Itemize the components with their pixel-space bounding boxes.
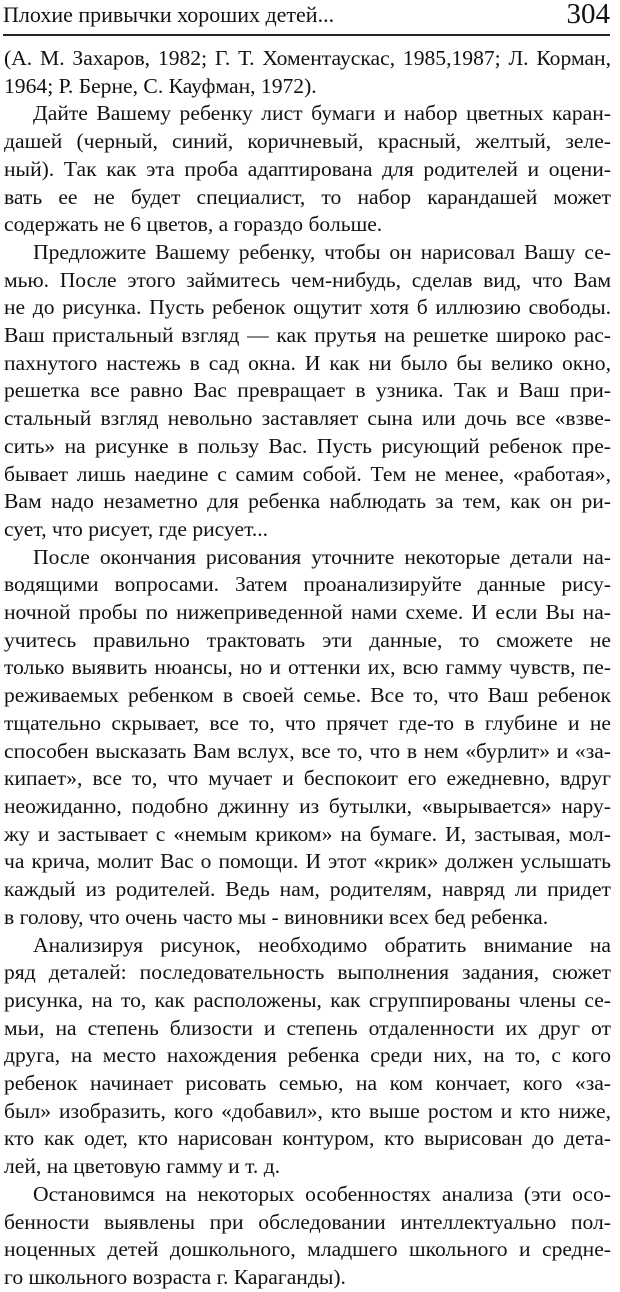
text-line: не до рисунка. Пусть ребенок ощутит хотя б иллюзию свободы.: [4, 295, 611, 320]
text-line: го школьного возраста г. Караганды).: [4, 1264, 346, 1289]
text-line: мьи, на степень близости и степень отдаленности их друг от: [4, 1015, 611, 1040]
text-line: стальный взгляд невольно заставляет сына или дочь все «взве-: [4, 406, 611, 431]
text-line: водящими вопросами. Затем проанализируйте данные рису-: [4, 572, 611, 597]
text-line: ный). Так как эта проба адаптирована для родителей и оцени-: [4, 156, 611, 181]
header-rule: [3, 34, 610, 36]
paragraph-drawing: [4, 239, 611, 544]
paragraph-instructions: [4, 100, 611, 239]
text-line: (А. М. Захаров, 1982; Г. Т. Хоментаускас, 1985,1987; Л. Корман,: [4, 46, 611, 70]
text-line: лей, на цветовую гамму и т. д.: [4, 1154, 281, 1179]
paragraph-citations: [4, 45, 611, 100]
text-line: сует, что рисует, где рисует...: [4, 516, 269, 541]
text-line: жу и застывает с «немым криком» на бумаге. И, застывая, мол-: [4, 821, 611, 846]
text-line: Остановимся на некоторых особенностях анализа (эти осо-: [33, 1181, 611, 1206]
paragraph-analysis-questions: [4, 544, 611, 932]
text-line: решетка все равно Вас превращает в узника. Так и Ваш при-: [4, 378, 611, 403]
text-line: содержать не 6 цветов, а гораздо больше.: [4, 212, 383, 237]
text-line: кто как одет, кто нарисован контуром, кто вырисован до дета-: [4, 1126, 611, 1151]
running-title: Плохие привычки хороших детей...: [3, 2, 335, 27]
text-line: вать ее не будет специалист, то набор карандашей может: [4, 184, 611, 209]
text-line: пахнутого настежь в сад окна. И как ни было бы велико окно,: [4, 350, 611, 375]
text-line: ноценных детей дошкольного, младшего школьного и средне-: [4, 1237, 611, 1262]
text-line: Дайте Вашему ребенку лист бумаги и набор цветных каран-: [33, 101, 611, 126]
text-line: После окончания рисования уточните некоторые детали на-: [33, 544, 611, 569]
text-line: Анализируя рисунок, необходимо обратить внимание на: [33, 932, 611, 957]
text-line: Вам надо незаметно для ребенка наблюдать за тем, как он ри-: [4, 489, 611, 514]
text-line: учитесь правильно трактовать эти данные, то сможете не: [4, 627, 611, 652]
text-line: бенности выявлены при обследовании интеллектуально пол-: [4, 1209, 611, 1234]
text-line: бывает лишь наедине с самим собой. Тем не менее, «работая»,: [4, 461, 611, 486]
text-line: реживаемых ребенком в своей семье. Все то, что Ваш ребенок: [4, 683, 611, 708]
text-line: сить» на рисунке в пользу Вас. Пусть рисующий ребенок пре-: [4, 433, 611, 458]
text-line: Предложите Вашему ребенку, чтобы он нарисовал Вашу се-: [33, 239, 611, 264]
text-line: 1964; Р. Берне, С. Кауфман, 1972).: [4, 73, 317, 98]
text-line: ряд деталей: последовательность выполнения задания, сюжет: [4, 960, 611, 985]
text-line: тщательно скрывает, все то, что прячет где-то в глубине и не: [4, 710, 611, 735]
text-line: дашей (черный, синий, коричневый, красный, желтый, зеле-: [4, 129, 611, 154]
text-line: способен высказать Вам вслух, все то, что в нем «бурлит» и «за-: [4, 738, 611, 763]
text-line: был» изобразить, кого «добавил», кто выше ростом и кто ниже,: [4, 1098, 611, 1123]
text-line: друга, на место нахождения ребенка среди них, на то, с кого: [4, 1043, 611, 1068]
text-line: неожиданно, подобно джинну из бутылки, «вырывается» нару-: [4, 793, 611, 818]
page-number: 304: [566, 0, 610, 30]
body-text: [4, 45, 611, 1292]
text-line: мью. После этого займитесь чем-нибудь, сделав вид, что Вам: [4, 267, 611, 292]
running-header: [3, 0, 610, 32]
text-line: в голову, что очень часто мы - виновники всех бед ребенка.: [4, 904, 549, 929]
text-line: Ваш пристальный взгляд — как прутья на решетке широко рас-: [4, 323, 611, 348]
text-line: ночной пробы по нижеприведенной нами схеме. И если Вы на-: [4, 600, 611, 625]
text-line: кипает», все то, что мучает и беспокоит его ежедневно, вдруг: [4, 766, 611, 791]
paragraph-details: [4, 932, 611, 1181]
text-line: ребенок начинает рисовать семью, на ком кончает, кого «за-: [4, 1071, 611, 1096]
text-line: только выявить нюансы, но и оттенки их, всю гамму чувств, пе-: [4, 655, 611, 680]
text-line: рисунка, на то, как расположены, как сгруппированы члены се-: [4, 987, 611, 1012]
text-line: каждый из родителей. Ведь нам, родителям, навряд ли придет: [4, 877, 611, 902]
text-line: ча крича, молит Вас о помощи. И этот «крик» должен услышать: [4, 849, 611, 874]
paragraph-features: [4, 1181, 611, 1292]
